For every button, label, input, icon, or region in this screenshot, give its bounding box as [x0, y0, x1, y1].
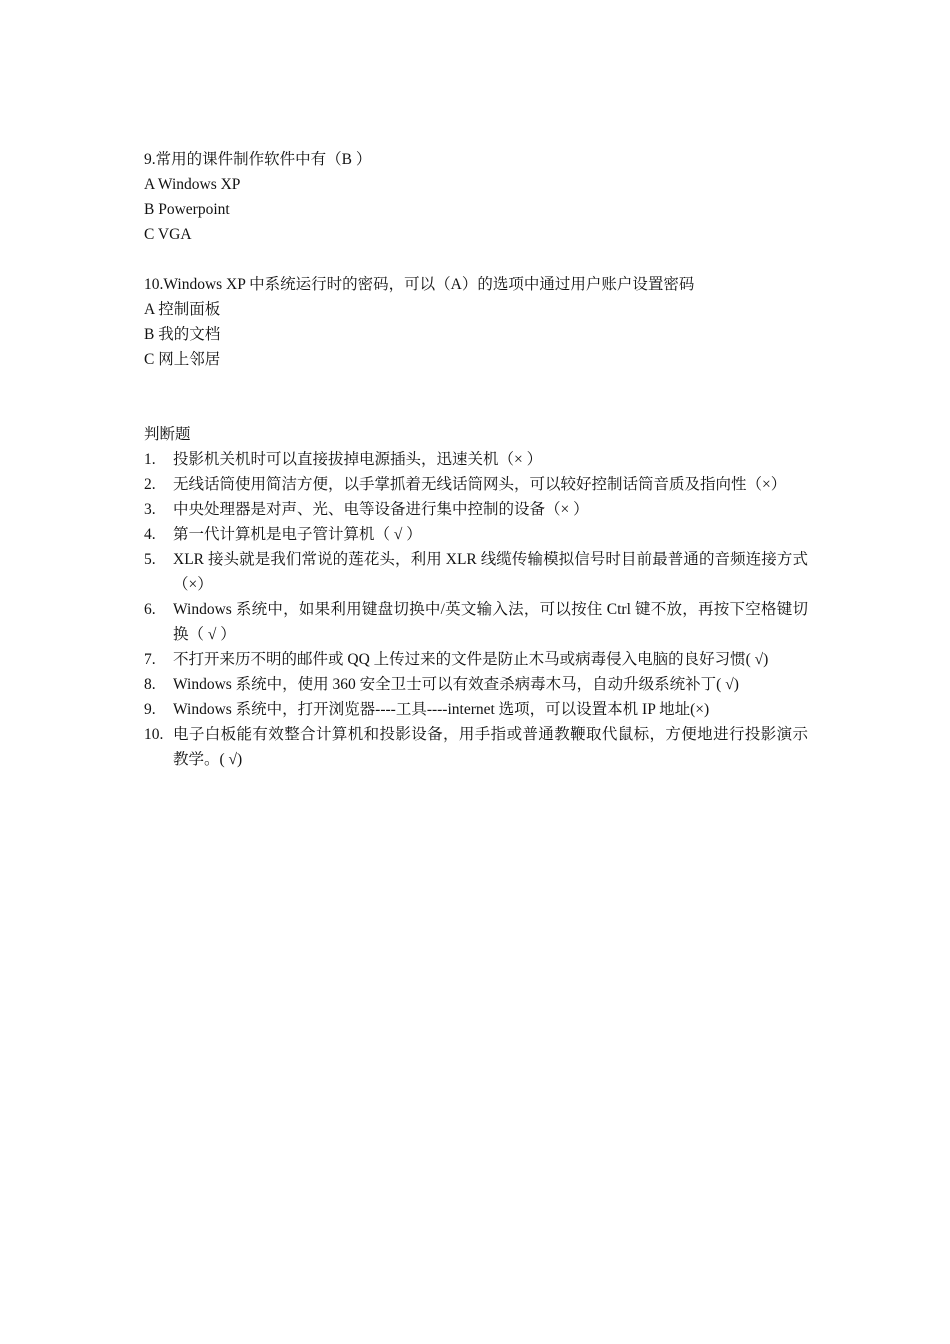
spacer	[144, 372, 808, 422]
question-9	[144, 147, 808, 247]
list-item	[144, 447, 808, 472]
item-number: 9.	[144, 701, 156, 718]
item-text: 投影机关机时可以直接拔掉电源插头，迅速关机（× ）	[173, 451, 543, 468]
question-10	[144, 272, 808, 372]
item-text: 中央处理器是对声、光、电等设备进行集中控制的设备（× ）	[173, 501, 589, 518]
item-text: Windows 系统中，打开浏览器----工具----internet 选项，可以设置本机 IP 地址(×)	[173, 701, 710, 718]
item-text: 第一代计算机是电子管计算机（ √ ）	[173, 526, 422, 543]
section-heading: 判断题	[144, 426, 191, 443]
option-b: B 我的文档	[144, 326, 221, 343]
list-item	[144, 722, 808, 772]
item-number: 7.	[144, 651, 156, 668]
list-item	[144, 522, 808, 547]
list-item	[144, 697, 808, 722]
question-stem: 9.常用的课件制作软件中有（B ）	[144, 151, 372, 168]
item-number: 6.	[144, 601, 156, 618]
item-text: Windows 系统中，使用 360 安全卫士可以有效查杀病毒木马，自动升级系统补丁( √)	[173, 676, 739, 693]
item-text: 无线话筒使用简洁方便，以手掌抓着无线话筒网头，可以较好控制话筒音质及指向性（×）	[173, 476, 787, 493]
item-number: 10.	[144, 726, 164, 743]
option-a: A Windows XP	[144, 176, 241, 193]
list-item	[144, 597, 808, 647]
item-text: XLR 接头就是我们常说的莲花头，利用 XLR 线缆传输模拟信号时目前最普通的音频连接方式（×）	[173, 551, 808, 593]
list-item	[144, 547, 808, 597]
item-number: 2.	[144, 476, 156, 493]
item-number: 1.	[144, 451, 156, 468]
option-b: B Powerpoint	[144, 201, 230, 218]
question-stem: 10.Windows XP 中系统运行时的密码，可以（A）的选项中通过用户账户设置密码	[144, 276, 695, 293]
list-item	[144, 672, 808, 697]
list-item	[144, 472, 808, 497]
option-c: C 网上邻居	[144, 351, 221, 368]
judge-list	[144, 447, 808, 772]
item-text: 不打开来历不明的邮件或 QQ 上传过来的文件是防止木马或病毒侵入电脑的良好习惯( √)	[173, 651, 769, 668]
judge-section	[144, 422, 808, 772]
item-number: 8.	[144, 676, 156, 693]
item-text: 电子白板能有效整合计算机和投影设备，用手指或普通教鞭取代鼠标，方便地进行投影演示教学。( √)	[173, 726, 808, 768]
list-item	[144, 497, 808, 522]
list-item	[144, 647, 808, 672]
option-a: A 控制面板	[144, 301, 221, 318]
spacer	[144, 247, 808, 272]
option-c: C VGA	[144, 226, 192, 243]
item-number: 3.	[144, 501, 156, 518]
item-number: 5.	[144, 551, 156, 568]
item-text: Windows 系统中，如果利用键盘切换中/英文输入法，可以按住 Ctrl 键不放，再按下空格键切换（ √ ）	[173, 601, 808, 643]
document-content	[144, 147, 808, 772]
item-number: 4.	[144, 526, 156, 543]
